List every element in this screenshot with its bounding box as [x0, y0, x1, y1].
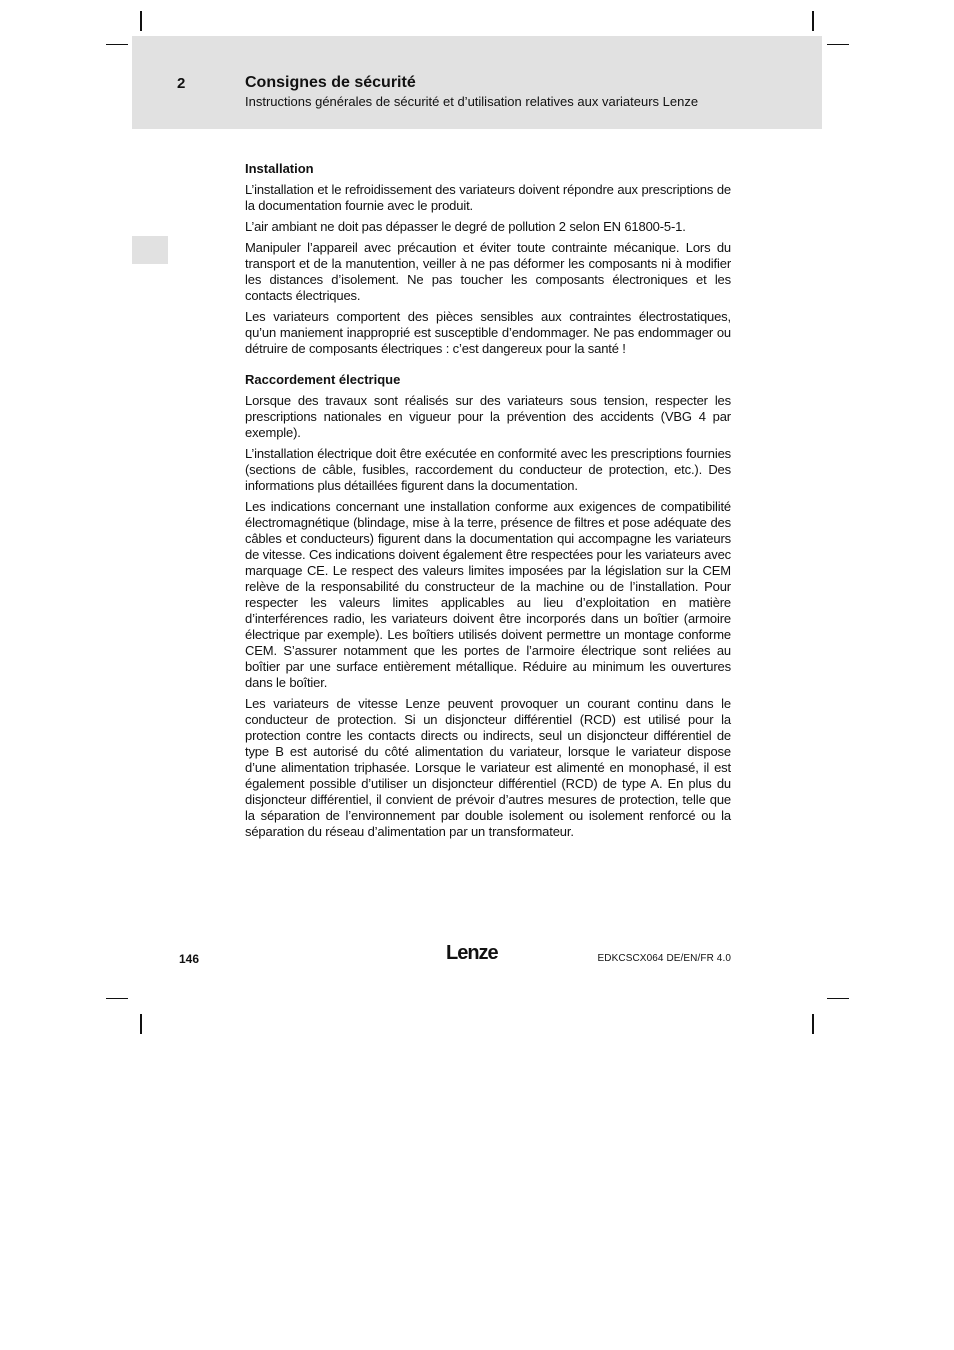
crop-mark-bottom-right-horizontal	[827, 998, 849, 999]
chapter-header-band	[132, 36, 822, 129]
document-code: EDKCSCX064 DE/EN/FR 4.0	[597, 953, 731, 964]
side-tab-marker	[132, 236, 168, 264]
chapter-number: 2	[177, 75, 186, 92]
lenze-logo: Lenze	[446, 942, 498, 964]
crop-mark-top-left-horizontal	[106, 44, 128, 45]
section-heading: Raccordement électrique	[245, 372, 401, 387]
page-number: 146	[179, 952, 200, 966]
crop-mark-bottom-left-horizontal	[106, 998, 128, 999]
paragraph: Les variateurs comportent des pièces sensibles aux contraintes électrostatiques, qu’un maniement inapproprié est susceptible d’endommager. Ne pas endommager ou détruire de composants électriques : c’est dangereux pour la santé !	[245, 309, 731, 356]
crop-mark-bottom-left-vertical	[140, 1014, 142, 1034]
paragraph: L’installation électrique doit être exécutée en conformité avec les prescriptions fournies (sections de câble, fusibles, raccordement du conducteur de protection, etc.). Des informations plus détaillées figurent dans la documentation.	[245, 446, 731, 493]
section-heading: Installation	[245, 161, 314, 176]
paragraph: L’air ambiant ne doit pas dépasser le degré de pollution 2 selon EN 61800-5-1.	[245, 219, 686, 234]
paragraph: Lorsque des travaux sont réalisés sur des variateurs sous tension, respecter les prescriptions nationales en vigueur pour la prévention des accidents (VBG 4 par exemple).	[245, 393, 731, 440]
main-content	[245, 160, 731, 845]
paragraph: Les indications concernant une installation conforme aux exigences de compatibilité électromagnétique (blindage, mise à la terre, présence de filtres et pose adéquate des câbles et conducteurs) figurent dans la documentation qui accompagne les variateurs de vitesse. Ces indications doivent également être respectées pour les variateurs avec marquage CE. Le respect des valeurs limites imposées par la législation sur la CEM relève de la responsabilité du constructeur de la machine ou de l’installation. Pour respecter les valeurs limites applicables au lieu d’exploitation en matière d’interférences radio, les variateurs doivent être incorporés dans un boîtier (armoire électrique par exemple). Les boîtiers utilisés doivent permettre un montage conforme CEM. S’assurer notamment que les portes de l’armoire électrique sont reliées au boîtier par une surface entièrement métallique. Réduire au minimum les ouvertures dans le boîtier.	[245, 499, 731, 690]
crop-mark-top-left-vertical	[140, 11, 142, 31]
paragraph: Les variateurs de vitesse Lenze peuvent provoquer un courant continu dans le conducteur de protection. Si un disjoncteur différentiel (RCD) est utilisé pour la protection contre les contacts directs ou indirects, seul un disjoncteur différentiel de type B est autorisé du côté alimentation du variateur, lorsque le variateur dispose d’une alimentation triphasée. Lorsque le variateur est alimenté en monophasé, il est également possible d’utiliser un disjoncteur différentiel (RCD) de type A. En plus du disjoncteur différentiel, il convient de prévoir d’autres mesures de protection, telle que la séparation de l’environnement par double isolement ou isolement renforcé ou la séparation du réseau d’alimentation par un transformateur.	[245, 696, 731, 839]
paragraph: Manipuler l’appareil avec précaution et éviter toute contrainte mécanique. Lors du transport et de la manutention, veiller à ne pas déformer les composants ni à modifier les distances d’isolement. Ne pas toucher les composants électroniques et les contacts électriques.	[245, 240, 731, 303]
crop-mark-top-right-vertical	[812, 11, 814, 31]
crop-mark-top-right-horizontal	[827, 44, 849, 45]
paragraph: L’installation et le refroidissement des variateurs doivent répondre aux prescriptions de la documentation fournie avec le produit.	[245, 182, 731, 213]
section-electrical-connection	[245, 371, 731, 840]
section-installation	[245, 160, 731, 357]
crop-mark-bottom-right-vertical	[812, 1014, 814, 1034]
chapter-title: Consignes de sécurité	[245, 74, 416, 91]
chapter-subtitle: Instructions générales de sécurité et d’utilisation relatives aux variateurs Lenze	[245, 94, 699, 109]
